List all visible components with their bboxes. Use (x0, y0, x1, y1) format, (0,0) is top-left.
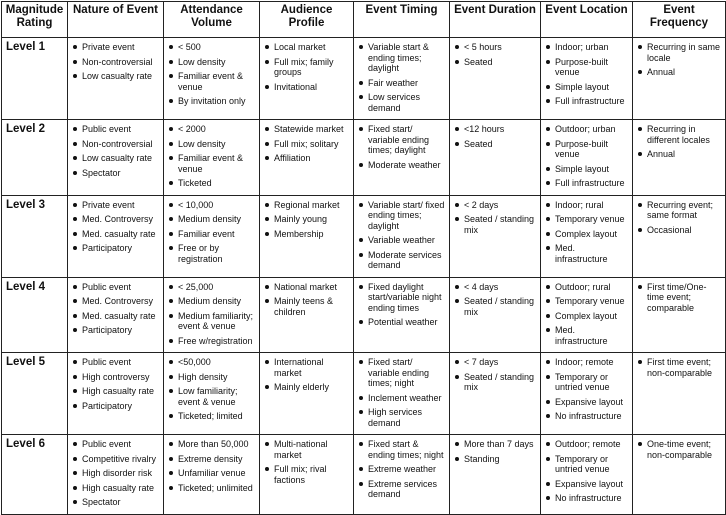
bullet-list (168, 42, 256, 107)
bullet-list (264, 124, 350, 164)
bullet-item: Familiar event (168, 229, 256, 240)
bullet-item: Full mix; family groups (264, 57, 350, 78)
bullet-item: < 4 days (454, 282, 537, 293)
bullet-item: Indoor; urban (545, 42, 629, 53)
bullet-item: Participatory (72, 243, 160, 254)
cell-nature-of-event (68, 120, 164, 196)
table-row (2, 353, 726, 435)
bullet-item: Non-controversial (72, 57, 160, 68)
bullet-item: Recurring event; same format (637, 200, 722, 221)
cell-event-duration (450, 353, 541, 435)
bullet-list (454, 42, 537, 67)
bullet-list (454, 200, 537, 236)
bullet-item: Free w/registration (168, 336, 256, 347)
bullet-item: Low casualty rate (72, 71, 160, 82)
cell-nature-of-event (68, 38, 164, 120)
bullet-item: Low density (168, 139, 256, 150)
bullet-item: Mainly teens & children (264, 296, 350, 317)
cell-audience-profile (260, 353, 354, 435)
bullet-item: Competitive rivalry (72, 454, 160, 465)
cell-event-timing (354, 277, 450, 353)
bullet-list (358, 42, 446, 113)
bullet-item: Inclement weather (358, 393, 446, 404)
cell-event-location (541, 435, 633, 515)
bullet-list (72, 439, 160, 508)
bullet-item: Annual (637, 149, 722, 160)
bullet-item: < 5 hours (454, 42, 537, 53)
bullet-item: Seated / standing mix (454, 214, 537, 235)
cell-event-timing (354, 38, 450, 120)
cell-event-timing (354, 195, 450, 277)
bullet-item: Spectator (72, 168, 160, 179)
cell-nature-of-event (68, 435, 164, 515)
bullet-item: Variable start/ fixed ending times; daylight (358, 200, 446, 232)
cell-audience-profile (260, 120, 354, 196)
level-label: Level 2 (2, 120, 68, 196)
bullet-item: Private event (72, 42, 160, 53)
bullet-list (545, 282, 629, 347)
bullet-item: High controversy (72, 372, 160, 383)
bullet-item: Fixed start & ending times; night (358, 439, 446, 460)
bullet-item: < 2000 (168, 124, 256, 135)
cell-event-timing (354, 353, 450, 435)
bullet-item: Fixed start/ variable ending times; daylight (358, 124, 446, 156)
bullet-item: Public event (72, 439, 160, 450)
bullet-item: Med. Controversy (72, 296, 160, 307)
bullet-list (72, 357, 160, 411)
bullet-list (72, 282, 160, 336)
cell-event-location (541, 120, 633, 196)
bullet-list (637, 42, 722, 78)
bullet-item: High density (168, 372, 256, 383)
bullet-item: Med. infrastructure (545, 243, 629, 264)
bullet-list (168, 282, 256, 347)
bullet-item: Fixed daylight start/variable night ending times (358, 282, 446, 314)
bullet-item: Spectator (72, 497, 160, 508)
bullet-item: Seated / standing mix (454, 372, 537, 393)
bullet-item: Med. casualty rate (72, 229, 160, 240)
header-nature-of-event: Nature of Event (68, 2, 164, 38)
bullet-item: Seated / standing mix (454, 296, 537, 317)
bullet-item: High services demand (358, 407, 446, 428)
bullet-list (264, 282, 350, 318)
bullet-item: Statewide market (264, 124, 350, 135)
bullet-item: Public event (72, 124, 160, 135)
bullet-item: Simple layout (545, 82, 629, 93)
cell-event-location (541, 277, 633, 353)
bullet-item: Multi-national market (264, 439, 350, 460)
bullet-item: Non-controversial (72, 139, 160, 150)
bullet-item: More than 7 days (454, 439, 537, 450)
bullet-list (637, 282, 722, 314)
table-row (2, 195, 726, 277)
bullet-item: Purpose-built venue (545, 57, 629, 78)
header-audience-profile: Audience Profile (260, 2, 354, 38)
bullet-item: Indoor; rural (545, 200, 629, 211)
level-label: Level 4 (2, 277, 68, 353)
bullet-list (454, 282, 537, 318)
bullet-list (454, 439, 537, 464)
table-row (2, 38, 726, 120)
bullet-item: Medium density (168, 214, 256, 225)
bullet-list (72, 42, 160, 82)
bullet-item: Participatory (72, 401, 160, 412)
bullet-item: By invitation only (168, 96, 256, 107)
bullet-list (358, 357, 446, 428)
bullet-item: Full mix; solitary (264, 139, 350, 150)
bullet-item: Local market (264, 42, 350, 53)
bullet-item: Familiar event & venue (168, 71, 256, 92)
bullet-item: Extreme density (168, 454, 256, 465)
cell-attendance-volume (164, 195, 260, 277)
bullet-list (637, 439, 722, 460)
bullet-item: Med. infrastructure (545, 325, 629, 346)
cell-attendance-volume (164, 38, 260, 120)
cell-attendance-volume (164, 120, 260, 196)
bullet-item: Extreme services demand (358, 479, 446, 500)
level-label: Level 5 (2, 353, 68, 435)
cell-audience-profile (260, 277, 354, 353)
cell-event-duration (450, 435, 541, 515)
bullet-item: Complex layout (545, 229, 629, 240)
cell-event-frequency (633, 435, 726, 515)
bullet-item: Low casualty rate (72, 153, 160, 164)
bullet-list (72, 124, 160, 178)
bullet-item: Low density (168, 57, 256, 68)
bullet-list (545, 200, 629, 265)
level-label: Level 1 (2, 38, 68, 120)
bullet-item: Moderate services demand (358, 250, 446, 271)
bullet-item: Extreme weather (358, 464, 446, 475)
cell-event-frequency (633, 38, 726, 120)
bullet-item: Participatory (72, 325, 160, 336)
bullet-item: Unfamiliar venue (168, 468, 256, 479)
bullet-item: Standing (454, 454, 537, 465)
cell-event-frequency (633, 195, 726, 277)
bullet-item: Recurring in different locales (637, 124, 722, 145)
bullet-list (264, 42, 350, 92)
bullet-item: National market (264, 282, 350, 293)
bullet-item: Mainly elderly (264, 382, 350, 393)
bullet-item: Simple layout (545, 164, 629, 175)
table-row (2, 120, 726, 196)
bullet-item: No infrastructure (545, 411, 629, 422)
bullet-item: Temporary or untried venue (545, 454, 629, 475)
bullet-list (168, 124, 256, 189)
bullet-item: First time/One-time event; comparable (637, 282, 722, 314)
bullet-item: No infrastructure (545, 493, 629, 504)
bullet-item: One-time event; non-comparable (637, 439, 722, 460)
bullet-list (264, 357, 350, 393)
bullet-item: Expansive layout (545, 397, 629, 408)
cell-event-frequency (633, 277, 726, 353)
header-attendance-volume: Attendance Volume (164, 2, 260, 38)
bullet-item: Public event (72, 282, 160, 293)
bullet-list (358, 282, 446, 328)
header-row (2, 2, 726, 38)
cell-event-duration (450, 120, 541, 196)
bullet-item: Potential weather (358, 317, 446, 328)
header-event-duration: Event Duration (450, 2, 541, 38)
cell-audience-profile (260, 195, 354, 277)
bullet-item: Recurring in same locale (637, 42, 722, 63)
bullet-list (545, 439, 629, 504)
bullet-list (168, 200, 256, 265)
bullet-list (454, 357, 537, 393)
bullet-item: Low services demand (358, 92, 446, 113)
bullet-item: Temporary or untried venue (545, 372, 629, 393)
cell-event-duration (450, 195, 541, 277)
bullet-list (358, 200, 446, 271)
cell-event-frequency (633, 120, 726, 196)
bullet-item: High disorder risk (72, 468, 160, 479)
bullet-item: Invitational (264, 82, 350, 93)
bullet-item: Expansive layout (545, 479, 629, 490)
bullet-item: Fixed start/ variable ending times; night (358, 357, 446, 389)
bullet-list (264, 439, 350, 485)
bullet-item: Affiliation (264, 153, 350, 164)
table-row (2, 277, 726, 353)
bullet-item: < 25,000 (168, 282, 256, 293)
bullet-item: First time event; non-comparable (637, 357, 722, 378)
cell-event-location (541, 195, 633, 277)
cell-nature-of-event (68, 195, 164, 277)
bullet-item: Variable weather (358, 235, 446, 246)
bullet-item: International market (264, 357, 350, 378)
bullet-item: < 7 days (454, 357, 537, 368)
bullet-list (358, 439, 446, 500)
bullet-list (454, 124, 537, 149)
bullet-list (168, 439, 256, 493)
bullet-item: Temporary venue (545, 214, 629, 225)
bullet-list (637, 200, 722, 236)
bullet-item: Occasional (637, 225, 722, 236)
cell-event-timing (354, 435, 450, 515)
bullet-item: Ticketed; unlimited (168, 483, 256, 494)
bullet-item: Full infrastructure (545, 178, 629, 189)
bullet-item: Mainly young (264, 214, 350, 225)
level-label: Level 3 (2, 195, 68, 277)
bullet-item: <50,000 (168, 357, 256, 368)
cell-event-duration (450, 277, 541, 353)
cell-event-location (541, 353, 633, 435)
bullet-item: Medium density (168, 296, 256, 307)
event-magnitude-table (1, 1, 726, 515)
cell-event-duration (450, 38, 541, 120)
bullet-item: Fair weather (358, 78, 446, 89)
bullet-item: Purpose-built venue (545, 139, 629, 160)
bullet-item: < 500 (168, 42, 256, 53)
header-event-timing: Event Timing (354, 2, 450, 38)
cell-event-timing (354, 120, 450, 196)
level-label: Level 6 (2, 435, 68, 515)
bullet-item: Free or by registration (168, 243, 256, 264)
bullet-item: Annual (637, 67, 722, 78)
bullet-list (637, 357, 722, 378)
cell-event-frequency (633, 353, 726, 435)
cell-nature-of-event (68, 277, 164, 353)
bullet-item: Private event (72, 200, 160, 211)
bullet-list (358, 124, 446, 170)
bullet-item: Full mix; rival factions (264, 464, 350, 485)
bullet-item: Variable start & ending times; daylight (358, 42, 446, 74)
table-row (2, 435, 726, 515)
cell-nature-of-event (68, 353, 164, 435)
bullet-list (545, 42, 629, 107)
bullet-item: Familiar event & venue (168, 153, 256, 174)
cell-audience-profile (260, 435, 354, 515)
bullet-list (637, 124, 722, 160)
bullet-item: Moderate weather (358, 160, 446, 171)
table-body (2, 38, 726, 515)
bullet-item: Outdoor; urban (545, 124, 629, 135)
bullet-item: Ticketed; limited (168, 411, 256, 422)
bullet-list (72, 200, 160, 254)
bullet-item: Public event (72, 357, 160, 368)
bullet-item: Membership (264, 229, 350, 240)
bullet-item: < 10,000 (168, 200, 256, 211)
cell-attendance-volume (164, 277, 260, 353)
bullet-item: Regional market (264, 200, 350, 211)
bullet-item: Med. casualty rate (72, 311, 160, 322)
bullet-item: < 2 days (454, 200, 537, 211)
cell-audience-profile (260, 38, 354, 120)
cell-attendance-volume (164, 435, 260, 515)
header-event-location: Event Location (541, 2, 633, 38)
bullet-list (264, 200, 350, 240)
cell-event-location (541, 38, 633, 120)
bullet-item: Ticketed (168, 178, 256, 189)
bullet-item: Seated (454, 139, 537, 150)
bullet-item: Seated (454, 57, 537, 68)
cell-attendance-volume (164, 353, 260, 435)
bullet-item: Indoor; remote (545, 357, 629, 368)
bullet-item: Complex layout (545, 311, 629, 322)
bullet-item: <12 hours (454, 124, 537, 135)
header-magnitude-rating: Magnitude Rating (2, 2, 68, 38)
bullet-item: Outdoor; remote (545, 439, 629, 450)
bullet-item: Temporary venue (545, 296, 629, 307)
bullet-item: Medium familiarity; event & venue (168, 311, 256, 332)
bullet-list (545, 357, 629, 422)
bullet-list (168, 357, 256, 422)
bullet-item: Low familiarity; event & venue (168, 386, 256, 407)
bullet-item: High casualty rate (72, 483, 160, 494)
bullet-item: More than 50,000 (168, 439, 256, 450)
bullet-item: Full infrastructure (545, 96, 629, 107)
bullet-item: Outdoor; rural (545, 282, 629, 293)
bullet-list (545, 124, 629, 189)
header-event-frequency: Event Frequency (633, 2, 726, 38)
bullet-item: High casualty rate (72, 386, 160, 397)
bullet-item: Med. Controversy (72, 214, 160, 225)
